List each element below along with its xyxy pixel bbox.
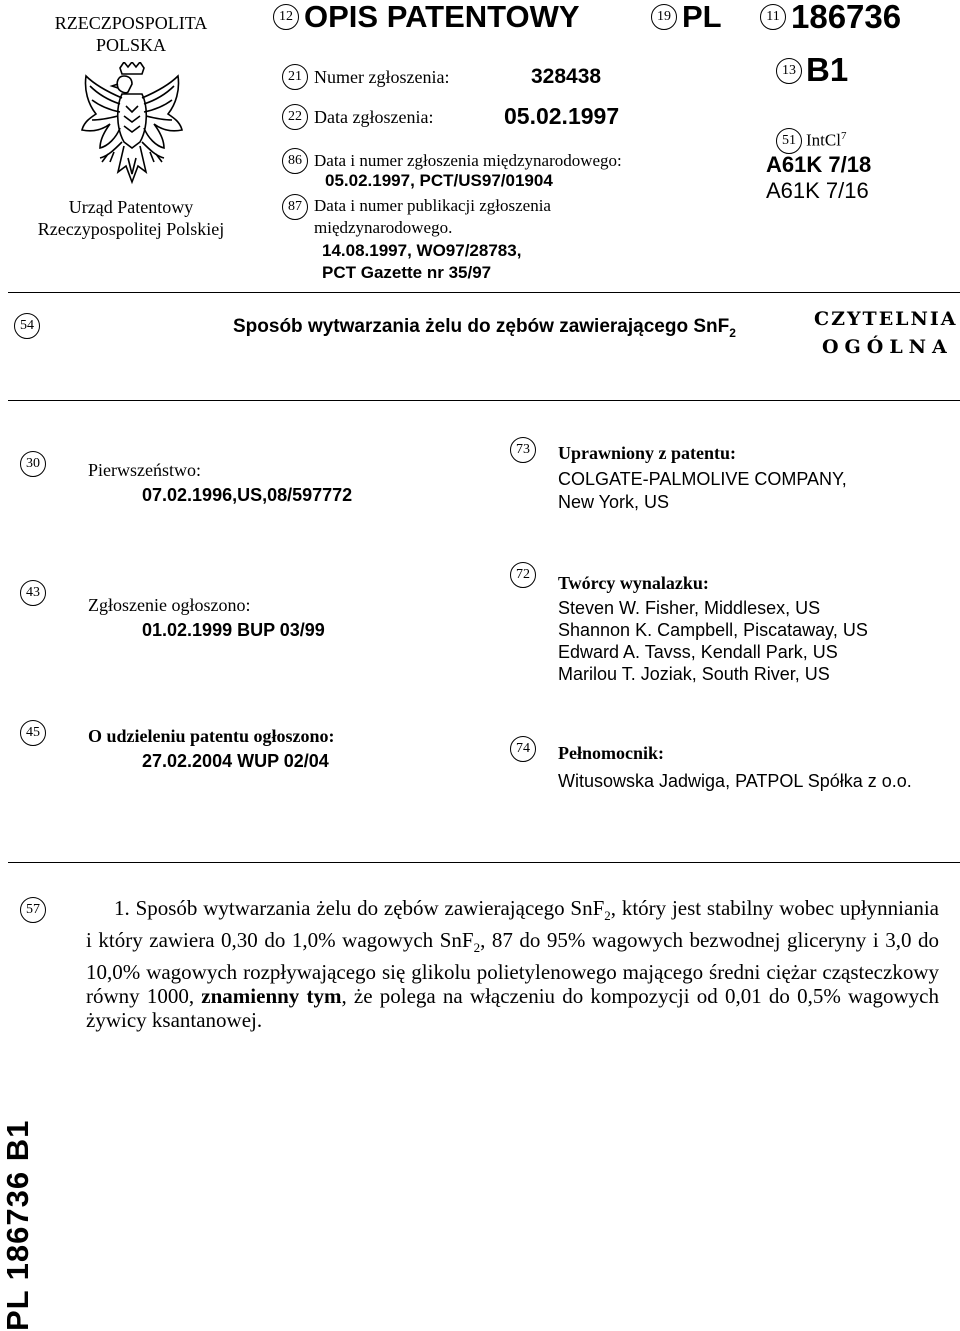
- attorney-value: Witusowska Jadwiga, PATPOL Spółka z o.o.: [558, 771, 912, 791]
- inid-code-19: 19: [651, 4, 677, 30]
- patent-number: 186736: [791, 0, 902, 35]
- side-label: PL 186736 B1: [0, 1119, 35, 1331]
- country-line1: RZECZPOSPOLITA: [54, 13, 208, 33]
- inid-code-87: 87: [282, 194, 308, 220]
- inventor-4: Marilou T. Joziak, South River, US: [558, 664, 830, 684]
- attorney-label: Pełnomocnik:: [558, 743, 664, 763]
- claim-bold: znamienny tym: [201, 984, 342, 1009]
- proprietor-line-2: New York, US: [558, 492, 670, 512]
- grant-label: O udzieleniu patentu ogłoszono:: [88, 726, 335, 746]
- issuer-office: [0, 196, 262, 240]
- title-text: Sposób wytwarzania żelu do zębów zawierającego SnF: [233, 316, 730, 337]
- claim-text: [86, 896, 939, 1032]
- intcl-sup: 7: [840, 130, 847, 142]
- inventors-list: [558, 597, 868, 685]
- inventors-label: Twórcy wynalazku:: [558, 573, 709, 593]
- date-label: Data zgłoszenia:: [314, 107, 434, 127]
- app-no-label: Numer zgłoszenia:: [314, 67, 450, 87]
- priority-label: Pierwszeństwo:: [88, 460, 201, 480]
- intcl-label: [806, 130, 846, 151]
- grant-value: 27.02.2004 WUP 02/04: [142, 751, 329, 771]
- inid-code-51: 51: [776, 128, 802, 154]
- announcement-value: 01.02.1999 BUP 03/99: [142, 620, 325, 640]
- kind-code: B1: [806, 51, 849, 88]
- divider-top: [8, 292, 960, 293]
- pub-value-2: PCT Gazette nr 35/97: [322, 263, 492, 282]
- claim-part-4: , że polega na włączeniu do kompozycji od 0,01 do 0,5% wagowych żywicy ksantanowej.: [86, 984, 939, 1033]
- filing-date: 05.02.1997: [504, 103, 620, 129]
- country-line2: POLSKA: [95, 35, 166, 55]
- inventor-3: Edward A. Tavss, Kendall Park, US: [558, 642, 838, 662]
- intcl-text: IntCl: [806, 130, 841, 150]
- intl-value: 05.02.1997, PCT/US97/01904: [325, 171, 553, 190]
- priority-value: 07.02.1996,US,08/597772: [142, 485, 353, 505]
- inid-code-73: 73: [510, 437, 536, 463]
- proprietor-label: Uprawniony z patentu:: [558, 443, 737, 463]
- inid-code-45: 45: [20, 720, 46, 746]
- claim-part-2: , który jest stabilny wobec upłynniania i który zawiera 0,30 do 1,0% wagowych SnF: [86, 896, 939, 953]
- app-no: 328438: [531, 65, 602, 88]
- claim-sub-2: 2: [473, 940, 481, 956]
- pub-label-2: międzynarodowego.: [314, 218, 453, 237]
- inid-code-12: 12: [273, 4, 299, 30]
- polish-eagle-icon: [78, 62, 186, 200]
- invention-title: [233, 316, 736, 340]
- claim-sub-1: 2: [604, 908, 611, 924]
- inid-code-74: 74: [510, 736, 536, 762]
- office-line2: Rzeczypospolitej Polskiej: [37, 219, 225, 239]
- intl-label: Data i numer zgłoszenia międzynarodowego:: [314, 151, 622, 170]
- inid-code-22: 22: [282, 104, 308, 130]
- title-sub: 2: [729, 325, 736, 340]
- inid-code-13: 13: [776, 58, 802, 84]
- inid-code-54: 54: [14, 313, 40, 339]
- proprietor-line-1: COLGATE-PALMOLIVE COMPANY,: [558, 469, 847, 489]
- inventor-1: Steven W. Fisher, Middlesex, US: [558, 598, 821, 618]
- divider-mid: [8, 400, 960, 401]
- inid-code-72: 72: [510, 562, 536, 588]
- stamp-line-2: OGÓLNA: [822, 336, 953, 358]
- pub-value-1: 14.08.1997, WO97/28783,: [322, 241, 522, 260]
- doc-type: OPIS PATENTOWY: [304, 0, 580, 34]
- inid-code-57: 57: [20, 897, 46, 923]
- issuer-country: [0, 12, 262, 56]
- announcement-label: Zgłoszenie ogłoszono:: [88, 595, 251, 615]
- class-2: A61K 7/16: [766, 178, 869, 203]
- divider-bottom: [8, 862, 960, 863]
- inventor-2: Shannon K. Campbell, Piscataway, US: [558, 620, 868, 640]
- stamp-line-1: CZYTELNIA: [814, 308, 958, 330]
- claim-part-1: Sposób wytwarzania żelu do zębów zawierającego SnF: [135, 896, 605, 920]
- inid-code-30: 30: [20, 451, 46, 477]
- inid-code-43: 43: [20, 580, 46, 606]
- office-line1: Urząd Patentowy: [68, 197, 194, 217]
- inid-code-86: 86: [282, 148, 308, 174]
- country-code: PL: [682, 0, 722, 34]
- class-1: A61K 7/18: [766, 152, 872, 177]
- pub-label-1: Data i numer publikacji zgłoszenia: [314, 196, 551, 215]
- claim-part-3: , 87 do 95% wagowych bezwodnej gliceryny i 3,0 do 10,0% wagowych rozpływającego się glikolu polietylenowego mającego średni ciężar cząsteczkowy równy 1000,: [86, 928, 939, 1009]
- claim-number: 1.: [114, 896, 130, 920]
- inid-code-11: 11: [760, 4, 786, 30]
- inid-code-21: 21: [282, 64, 308, 90]
